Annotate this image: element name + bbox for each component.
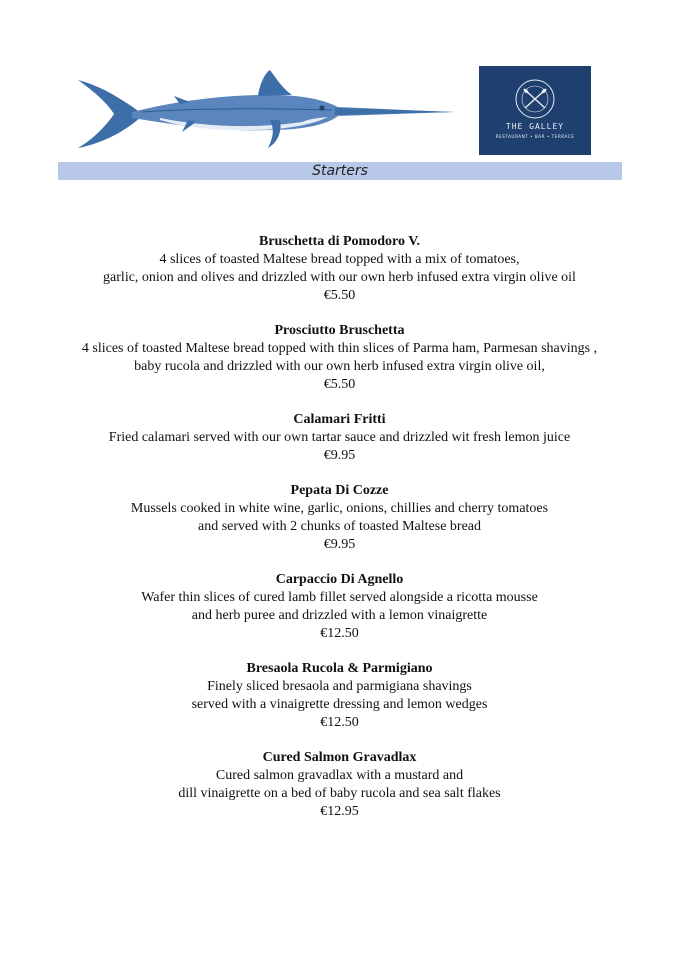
menu-item-price: €5.50 [323, 288, 356, 303]
restaurant-logo [479, 66, 591, 155]
swordfish-illustration [70, 62, 460, 158]
menu-item-description: 4 slices of toasted Maltese bread topped with thin slices of Parma ham, Parmesan shavings , [81, 341, 598, 356]
menu-item-description: baby rucola and drizzled with our own herb infused extra virgin olive oil, [134, 359, 545, 374]
menu-item-price: €9.95 [323, 537, 356, 552]
menu-item-description: Wafer thin slices of cured lamb fillet served alongside a ricotta mousse [141, 590, 538, 605]
menu-item-price: €9.95 [323, 448, 356, 463]
menu-list [0, 233, 679, 838]
menu-item-price: €5.50 [323, 377, 356, 392]
menu-item [0, 411, 679, 465]
menu-item-description: Mussels cooked in white wine, garlic, onions, chillies and cherry tomatoes [130, 501, 549, 516]
menu-item [0, 660, 679, 732]
menu-item-description: Finely sliced bresaola and parmigiana shavings [207, 679, 472, 694]
menu-item-description: Fried calamari served with our own tartar sauce and drizzled wit fresh lemon juice [108, 430, 571, 445]
section-heading-bar [58, 162, 622, 180]
menu-item-description: garlic, onion and olives and drizzled with our own herb infused extra virgin olive oil [103, 270, 576, 285]
menu-item-description: 4 slices of toasted Maltese bread topped with a mix of tomatoes, [159, 252, 520, 267]
menu-item-description: dill vinaigrette on a bed of baby rucola and sea salt flakes [178, 786, 501, 801]
menu-item [0, 233, 679, 305]
menu-item-description: and served with 2 chunks of toasted Maltese bread [197, 519, 482, 534]
menu-item-name: Carpaccio Di Agnello [275, 572, 404, 587]
menu-item-name: Pepata Di Cozze [290, 483, 389, 498]
menu-item-name: Cured Salmon Gravadlax [262, 750, 417, 765]
menu-item-name: Prosciutto Bruschetta [274, 323, 405, 338]
section-title: Starters [312, 163, 368, 179]
menu-item-name: Bresaola Rucola & Parmigiano [246, 661, 433, 676]
menu-item [0, 482, 679, 554]
logo-tagline: RESTAURANT • BAR • TERRACE [495, 134, 575, 139]
menu-item [0, 322, 679, 394]
menu-item-price: €12.95 [320, 804, 359, 819]
menu-item-name: Calamari Fritti [293, 412, 386, 427]
menu-item [0, 571, 679, 643]
menu-item [0, 749, 679, 821]
menu-item-price: €12.50 [320, 715, 359, 730]
menu-item-description: and herb puree and drizzled with a lemon vinaigrette [191, 608, 488, 623]
logo-title: THE GALLEY [505, 122, 565, 131]
menu-item-price: €12.50 [320, 626, 359, 641]
menu-item-description: Cured salmon gravadlax with a mustard and [215, 768, 464, 783]
menu-item-name: Bruschetta di Pomodoro V. [258, 234, 420, 249]
crossed-oars-icon [513, 78, 557, 120]
menu-item-description: served with a vinaigrette dressing and lemon wedges [191, 697, 488, 712]
